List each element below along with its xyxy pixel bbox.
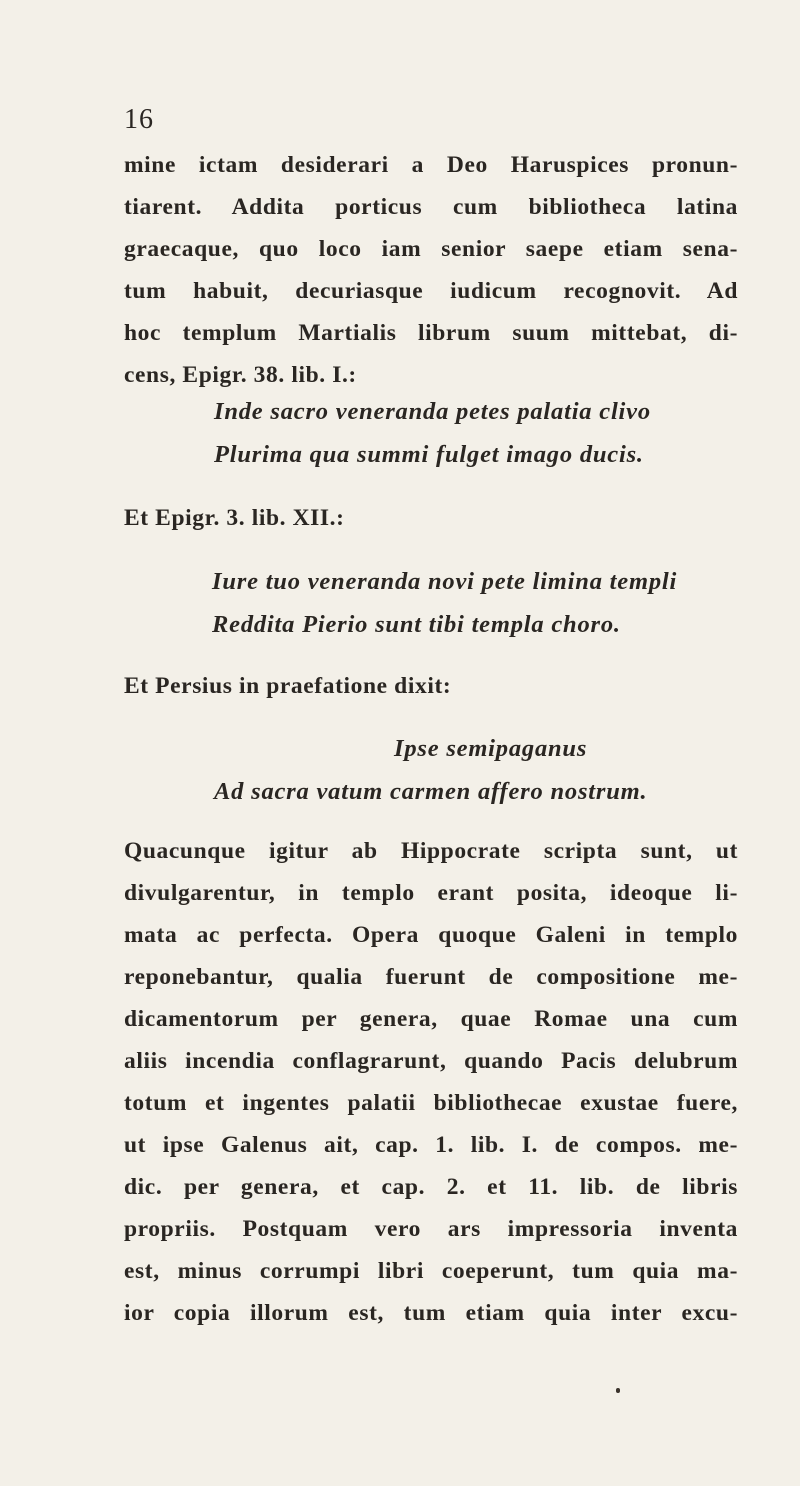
verse-line: Reddita Pierio sunt tibi templa choro. <box>212 611 621 638</box>
verse-line: Ipse semipaganus <box>394 735 588 762</box>
quote-intro-2: Et Epigr. 3. lib. XII.: <box>124 505 345 531</box>
text-line: tiarent. Addita porticus cum bibliotheca latina <box>124 194 738 220</box>
paragraph-1 <box>124 144 738 396</box>
quote-intro-3: Et Persius in praefatione dixit: <box>124 673 452 699</box>
text-line: cens, Epigr. 38. lib. I.: <box>124 362 357 388</box>
verse-line: Iure tuo veneranda novi pete limina templi <box>212 568 678 595</box>
text-line: ut ipse Galenus ait, cap. 1. lib. I. de compos. me- <box>124 1132 738 1158</box>
verse-line: Ad sacra vatum carmen affero nostrum. <box>214 778 648 805</box>
paragraph-2 <box>124 830 738 1334</box>
text-line: mata ac perfecta. Opera quoque Galeni in templo <box>124 922 738 948</box>
text-line: dic. per genera, et cap. 2. et 11. lib. de libris <box>124 1174 738 1200</box>
text-line: tum habuit, decuriasque iudicum recognovit. Ad <box>124 278 738 304</box>
verse-quote-3 <box>214 727 648 813</box>
ink-speck <box>616 1388 620 1393</box>
text-line: mine ictam desiderari a Deo Haruspices pronun- <box>124 152 738 178</box>
text-line: dicamentorum per genera, quae Romae una cum <box>124 1006 738 1032</box>
text-line: graecaque, quo loco iam senior saepe etiam sena- <box>124 236 738 262</box>
text-line: ior copia illorum est, tum etiam quia inter excu- <box>124 1300 738 1326</box>
text-line: totum et ingentes palatii bibliothecae exustae fuere, <box>124 1090 738 1116</box>
verse-line: Inde sacro veneranda petes palatia clivo <box>214 398 651 425</box>
verse-quote-1 <box>214 390 651 476</box>
text-line: aliis incendia conflagrarunt, quando Pacis delubrum <box>124 1048 738 1074</box>
page-number: 16 <box>124 104 154 135</box>
text-line: est, minus corrumpi libri coeperunt, tum quia ma- <box>124 1258 738 1284</box>
text-line: hoc templum Martialis librum suum mittebat, di- <box>124 320 738 346</box>
verse-line: Plurima qua summi fulget imago ducis. <box>214 441 644 468</box>
text-line: divulgarentur, in templo erant posita, ideoque li- <box>124 880 738 906</box>
text-line: reponebantur, qualia fuerunt de compositione me- <box>124 964 738 990</box>
text-line: Quacunque igitur ab Hippocrate scripta sunt, ut <box>124 838 738 864</box>
text-line: propriis. Postquam vero ars impressoria inventa <box>124 1216 738 1242</box>
verse-quote-2 <box>212 560 677 646</box>
